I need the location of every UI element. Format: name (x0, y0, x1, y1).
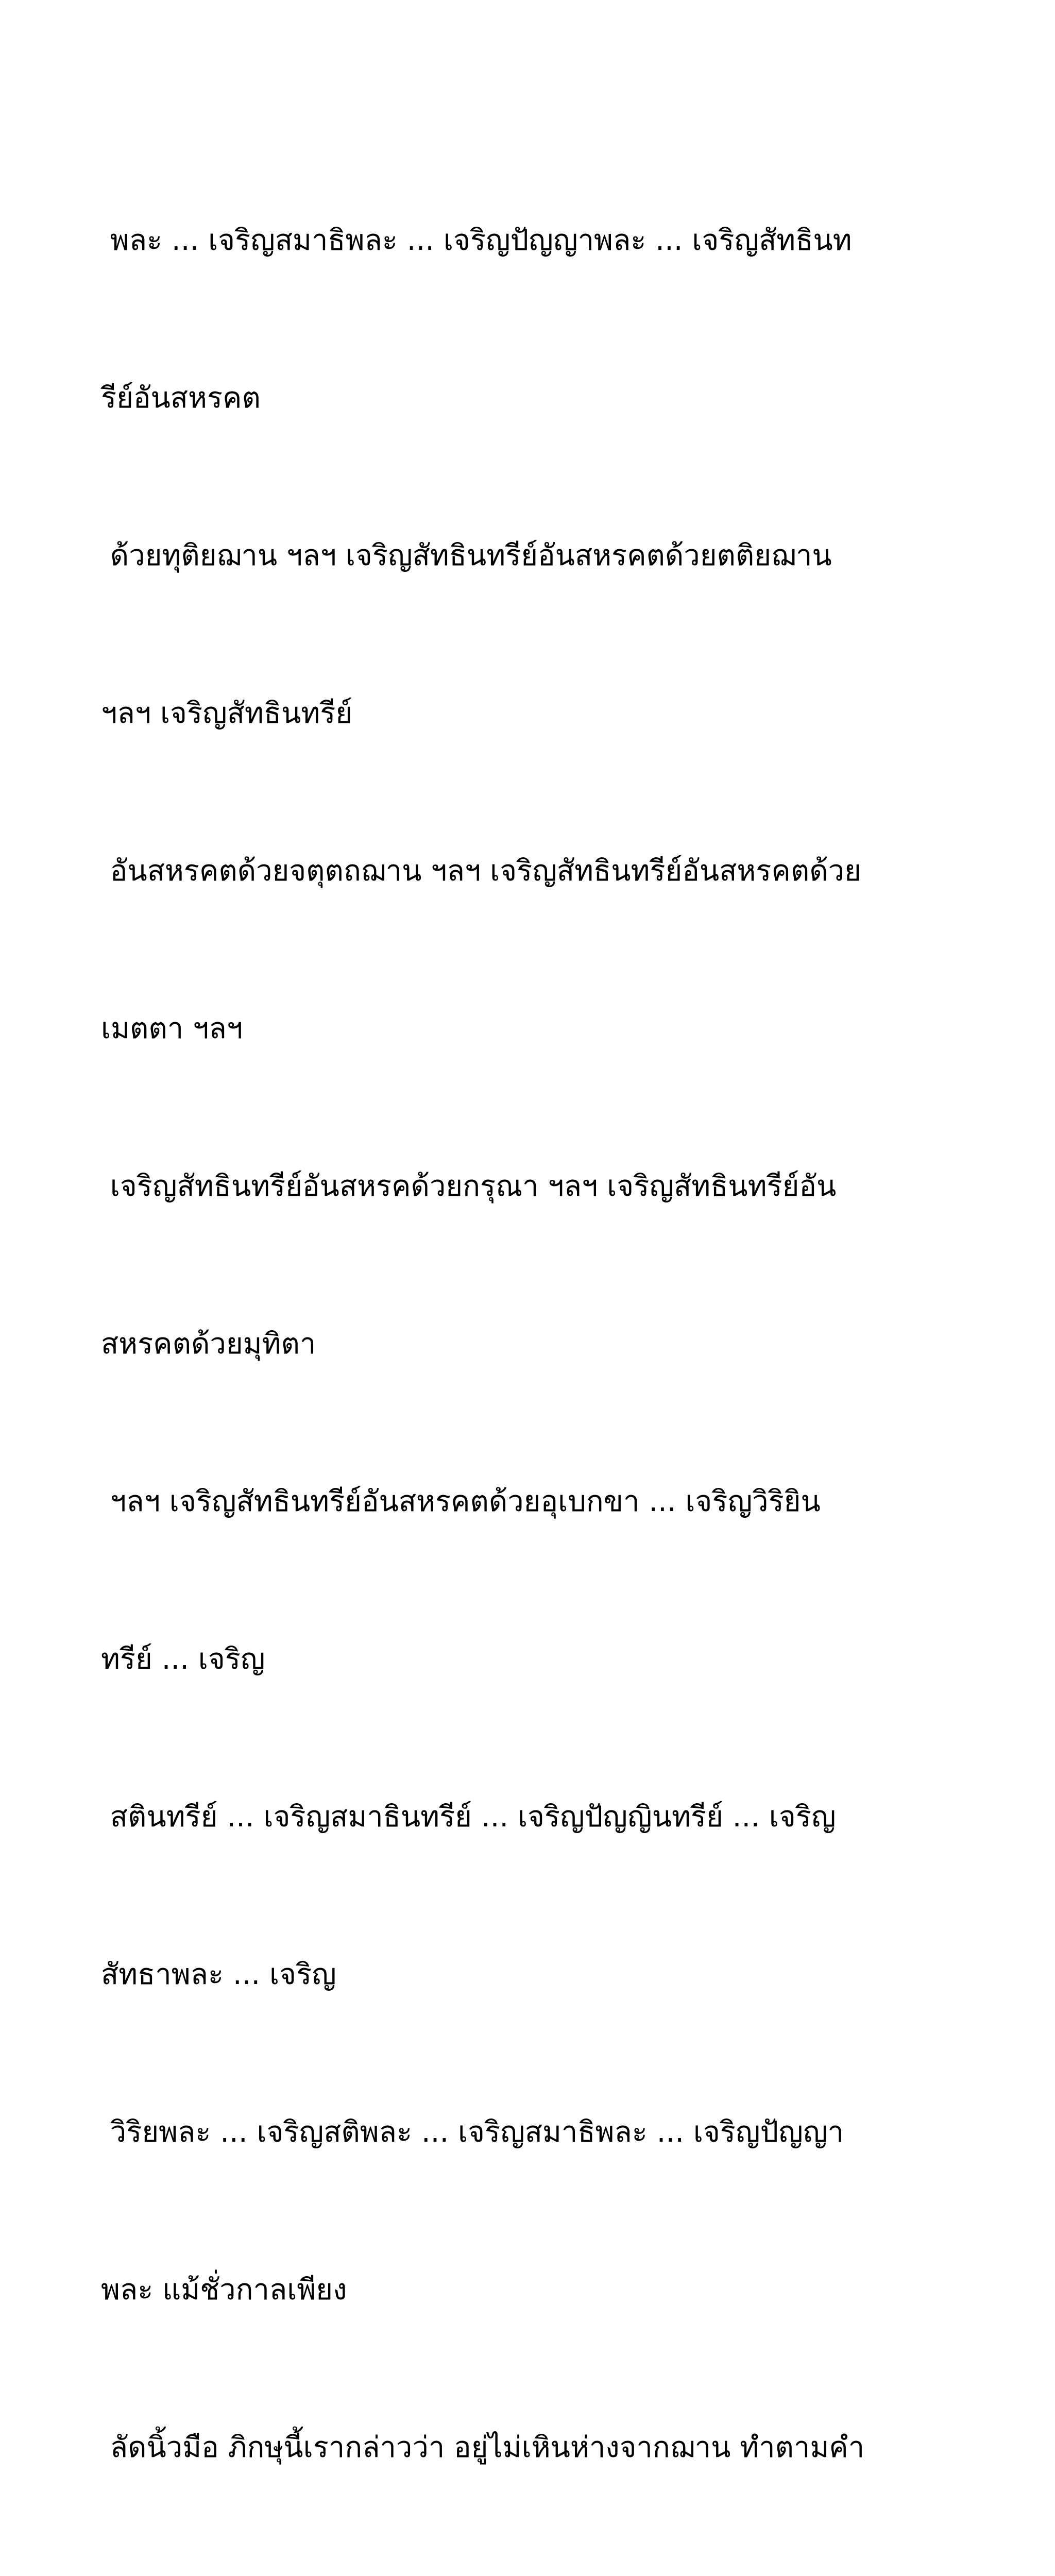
text-line: รีย์อันสหรคต (101, 381, 261, 415)
text-line: ด้วยทุติยฌาน ฯลฯ เจริญสัทธินทรีย์อันสหรคตด้วยตติยฌาน (101, 539, 832, 572)
text-line: อันสหรคตด้วยจตุตถฌาน ฯลฯ เจริญสัทธินทรีย์อันสหรคตด้วย (101, 854, 861, 888)
text-line: พละ แม้ชั่วกาลเพียง (101, 2273, 347, 2307)
text-line: ฯลฯ เจริญสัทธินทรีย์ (101, 697, 353, 730)
text-line: ลัดนิ้วมือ ภิกษุนี้เรากล่าวว่า อยู่ไม่เหินห่างจากฌาน ทำตามคำ (101, 2431, 865, 2464)
text-line: วิริยพละ ... เจริญสติพละ ... เจริญสมาธิพละ ... เจริญปัญญา (101, 2115, 844, 2149)
text-line: เมตตา ฯลฯ (101, 1012, 243, 1045)
text-line: ทรีย์ ... เจริญ (101, 1642, 265, 1676)
text-line: พละ ... เจริญสมาธิพละ ... เจริญปัญญาพละ ... เจริญสัทธินท (101, 224, 852, 257)
text-line: ฯลฯ เจริญสัทธินทรีย์อันสหรคตด้วยอุเบกขา ... เจริญวิริยิน (101, 1485, 821, 1518)
text-line: เจริญสัทธินทรีย์อันสหรคด้วยกรุณา ฯลฯ เจริญสัทธินทรีย์อัน (101, 1170, 837, 1203)
text-line: สหรคตด้วยมุทิตา (101, 1327, 316, 1361)
text-line: สตินทรีย์ ... เจริญสมาธินทรีย์ ... เจริญปัญญินทรีย์ ... เจริญ (101, 1800, 836, 1834)
text-line: สัทธาพละ ... เจริญ (101, 1958, 336, 1991)
document-body-text (101, 109, 966, 2576)
